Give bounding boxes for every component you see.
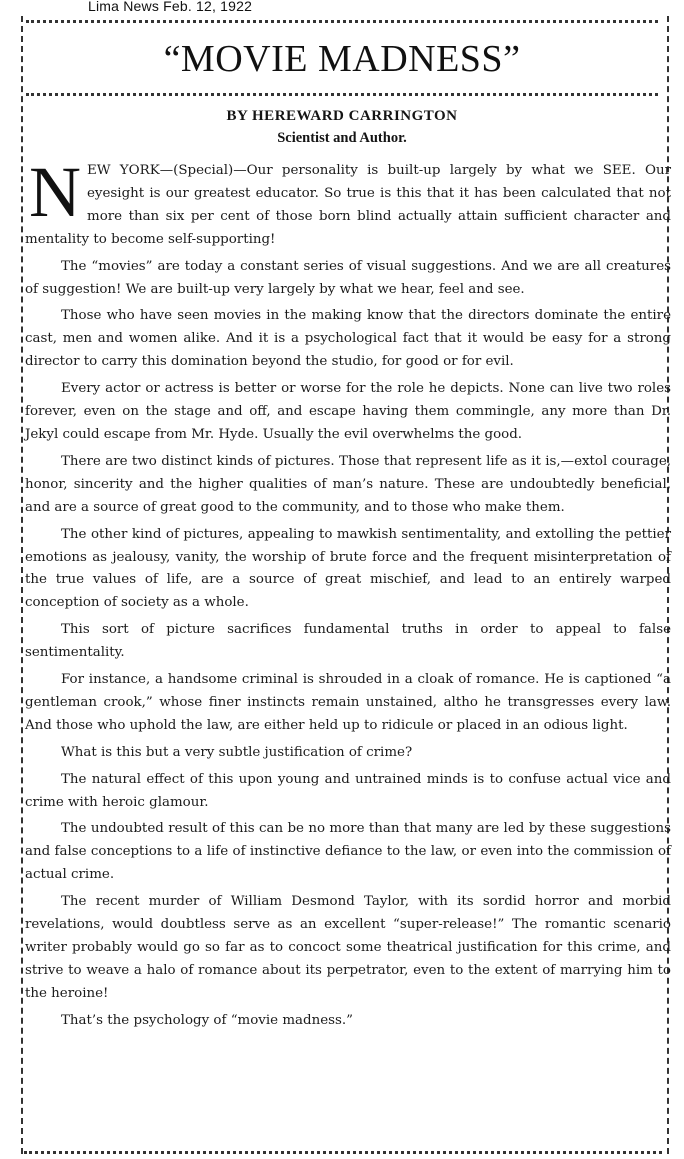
paragraph: What is this but a very subtle justification of crime? <box>61 744 413 760</box>
paragraph: Those who have seen movies in the making know that the directors dominate the entire cast, men and women alike. And it is a psychological fact that it would be easy for a strong director to carry this domination beyond the studio, for good or for evil. <box>25 308 671 370</box>
byline: BY HEREWARD CARRINGTON <box>226 108 458 124</box>
lead-text: EW YORK—(Special)—Our personality is built-up largely by what we SEE. Our eyesight is our greatest educator. So true is this that it has been calculated that not more than six per cent of those born blind actually attain sufficient character and mentality to become self-supporting! <box>25 163 671 247</box>
lead-paragraph <box>25 152 671 252</box>
paragraph: Every actor or actress is better or worse for the role he depicts. None can live two roles forever, even on the stage and off, and escape having them commingle, any more than Dr. Jekyl could escape from Mr. Hyde. Usually the evil overwhelms the good. <box>25 381 671 442</box>
paragraph: For instance, a handsome criminal is shrouded in a cloak of romance. He is captioned “a gentleman crook,” whose finer instincts remain unstained, altho he transgresses every law. And those who uphold the law, are either held up to ridicule or placed in an odious light. <box>25 672 671 733</box>
drop-cap: N <box>29 152 81 232</box>
source-line: Lima News Feb. 12, 1922 <box>88 0 253 14</box>
paragraph: There are two distinct kinds of pictures. Those that represent life as it is,—extol courage, honor, sincerity and the higher qualities of man’s nature. These are undoubtedly beneficial, and are a source of great good to the community, and to those who make them. <box>25 453 671 515</box>
bottom-rule <box>24 1151 662 1154</box>
paragraph: The “movies” are today a constant series of visual suggestions. And we are all creatures of suggestion! We are built-up very largely by what we hear, feel and see. <box>25 258 671 297</box>
author-role: Scientist and Author. <box>277 130 407 146</box>
paragraph: The natural effect of this upon young and untrained minds is to confuse actual vice and crime with heroic glamour. <box>25 771 671 810</box>
paragraph: The undoubted result of this can be no more than that many are led by these suggestions and false conceptions to a life of instinctive defiance to the law, or even into the commission of actual crime. <box>25 821 671 883</box>
paragraph: The other kind of pictures, appealing to mawkish sentimentality, and extolling the pettier emotions as jealousy, vanity, the worship of brute force and the frequent misinterpretation of the true values of life, are a source of great mischief, and lead to an entirely warped conception of society as a whole. <box>25 526 671 611</box>
paragraph: That’s the psychology of “movie madness.” <box>61 1012 353 1028</box>
headline-box <box>26 20 658 96</box>
headline: “MOVIE MADNESS” <box>163 38 521 80</box>
paragraph: This sort of picture sacrifices fundamental truths in order to appeal to false sentimentality. <box>25 622 671 661</box>
article-body <box>25 152 671 1037</box>
paragraph: The recent murder of William Desmond Taylor, with its sordid horror and morbid revelations, would doubtless serve as an excellent “super-release!” The romantic scenario writer probably would go so far as to concoct some theatrical justification for this crime, and strive to weave a halo of romance about its perpetrator, even to the extent of marrying him to the heroine! <box>25 894 671 1001</box>
